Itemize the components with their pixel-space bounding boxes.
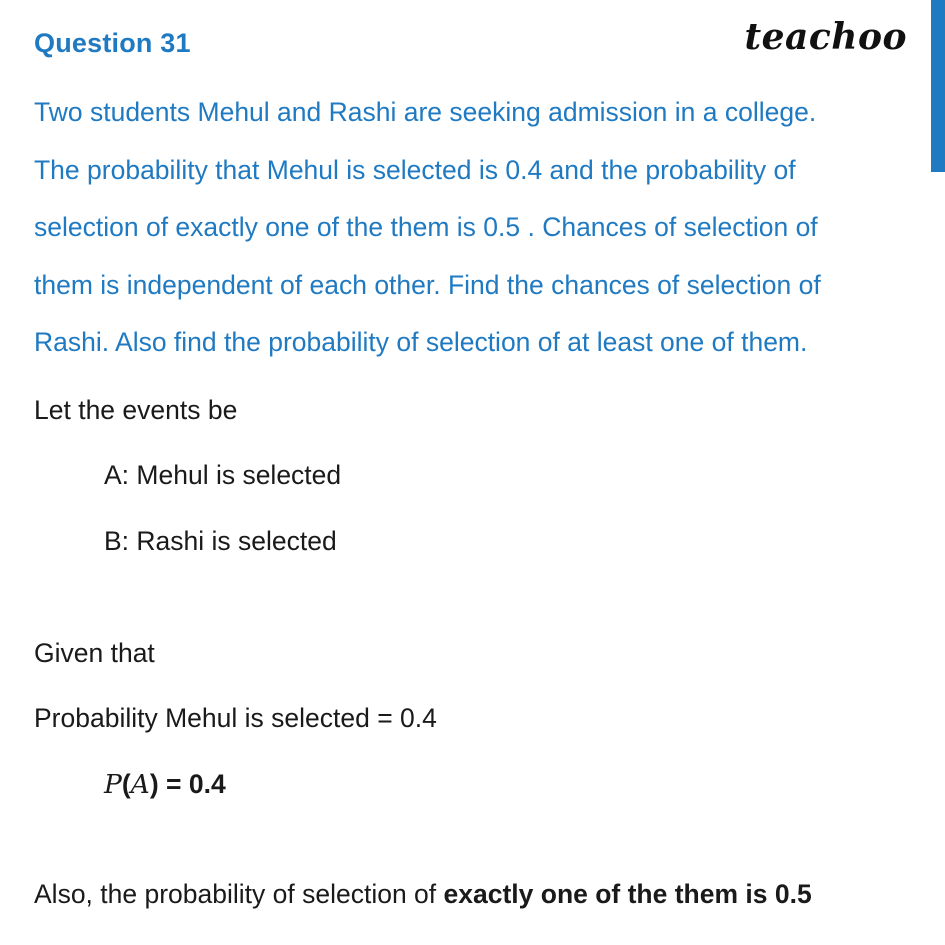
- given-heading: Given that: [34, 638, 155, 668]
- event-variable-a: A: [130, 769, 150, 800]
- exactly-one-statement: [34, 879, 812, 910]
- question-title: Question 31: [34, 28, 191, 58]
- question-line: selection of exactly one of the them is 0.5 . Chances of selection of: [34, 212, 818, 242]
- events-intro: Let the events be: [34, 395, 238, 425]
- probability-a-equation: [104, 769, 226, 800]
- open-paren: (: [121, 769, 131, 799]
- event-a-definition: A: Mehul is selected: [104, 460, 342, 490]
- question-line: The probability that Mehul is selected is 0.4 and the probability of: [34, 154, 796, 185]
- probability-symbol: P: [104, 769, 122, 800]
- question-line: Two students Mehul and Rashi are seeking admission in a college.: [34, 97, 817, 127]
- given-statement: Probability Mehul is selected = 0.4: [34, 703, 437, 733]
- event-b-definition: B: Rashi is selected: [104, 526, 337, 556]
- probability-a-value: = 0.4: [158, 769, 226, 799]
- question-body: [34, 84, 919, 372]
- question-line: them is independent of each other. Find the chances of selection of: [34, 269, 821, 300]
- scrollbar-thumb[interactable]: [931, 0, 945, 172]
- question-line: Rashi. Also find the probability of selection of at least one of them.: [34, 327, 808, 357]
- exactly-one-emphasis: exactly one of the them is 0.5: [443, 879, 812, 909]
- exactly-one-prefix: Also, the probability of selection of: [34, 879, 444, 909]
- teachoo-logo: teachoo: [744, 16, 907, 58]
- close-paren: ): [149, 769, 159, 799]
